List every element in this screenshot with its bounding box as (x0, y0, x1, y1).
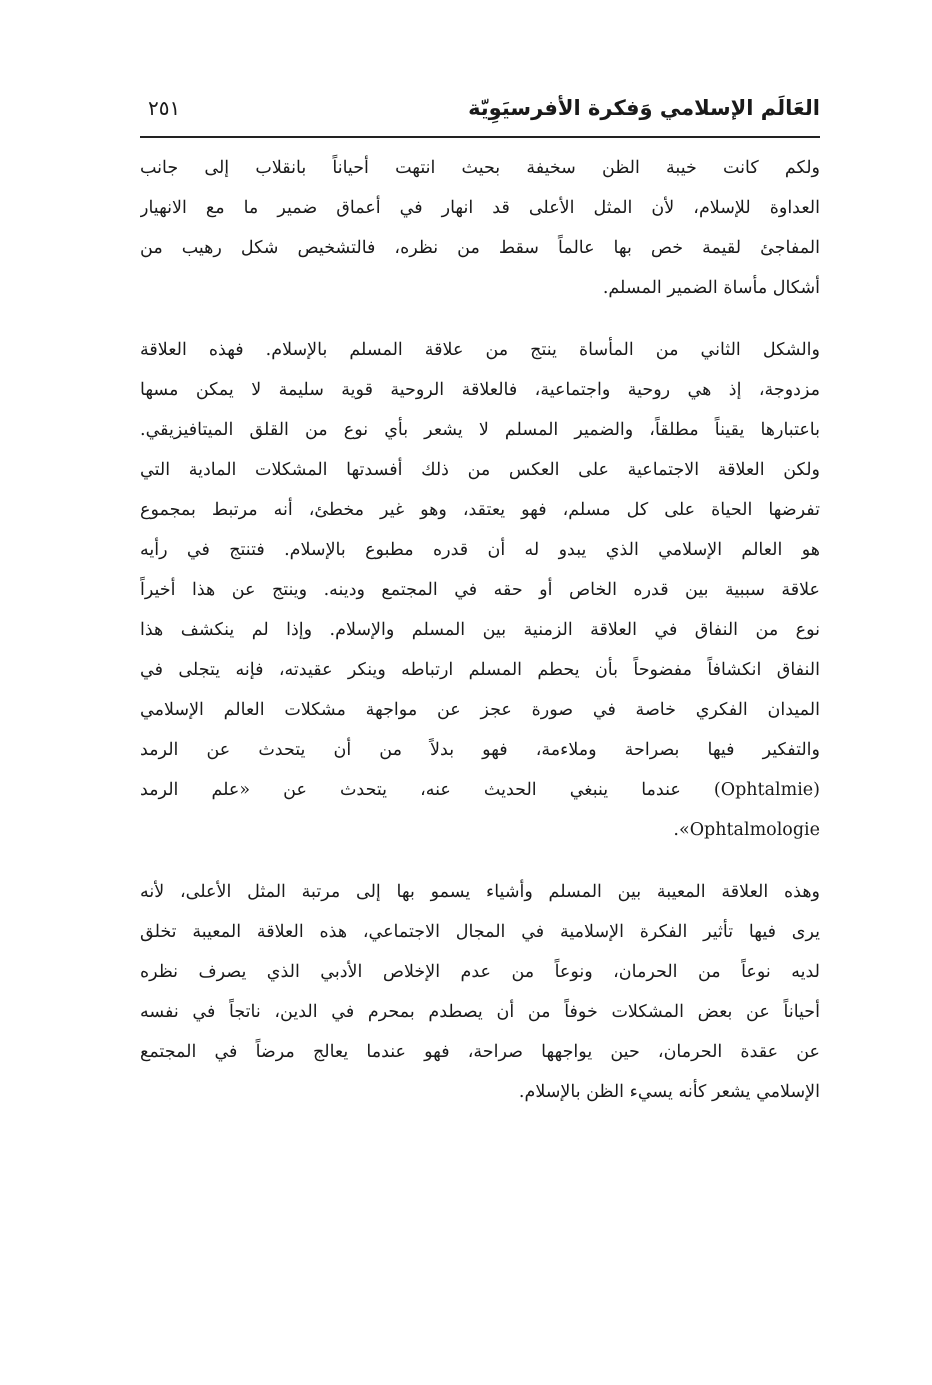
text-line: الميدان الفكري خاصة في صورة عجز عن مواجهة مشكلات العالم الإسلامي (140, 700, 820, 720)
text-line: Ophtalmologie». (673, 820, 820, 840)
text-line: والتفكير فيها بصراحة وملاءمة، فهو بدلاً من أن يتحدث عن الرمد (140, 740, 820, 760)
text-line: باعتبارها يقيناً مطلقاً، والضمير المسلم لا يشعر بأي نوع من القلق الميتافيزيقي. (140, 420, 820, 440)
body-text (140, 148, 820, 1112)
text-line: علاقة سببية بين قدره الخاص أو حقه في المجتمع ودينه. وينتج عن هذا أخيراً (140, 580, 820, 600)
paragraph-spacer (140, 850, 820, 872)
text-line: يرى فيها تأثير الفكرة الإسلامية في المجال الاجتماعي، هذه العلاقة المعيبة تخلق (140, 922, 820, 942)
text-line: والشكل الثاني من المأساة ينتج من علاقة المسلم بالإسلام. فهذه العلاقة (140, 340, 820, 360)
text-line: لديه نوعاً من الحرمان، ونوعاً من عدم الإخلاص الأدبي الذي يصرف نظره (140, 962, 820, 982)
text-line: مزدوجة، إذ هي روحية واجتماعية، فالعلاقة الروحية قوية سليمة لا يمكن مسها (140, 380, 820, 400)
text-line: أشكال مأساة الضمير المسلم. (602, 278, 820, 298)
paragraph-spacer (140, 308, 820, 330)
text-line: تفرضها الحياة على كل مسلم، فهو يعتقد، وهو غير مخطئ، أنه مرتبط بمجموع (140, 500, 820, 520)
running-header (140, 92, 820, 134)
text-line: ولكم كانت خيبة الظن سخيفة بحيث انتهت أحياناً بانقلاب إلى جانب (140, 158, 820, 178)
text-line: ولكن العلاقة الاجتماعية على العكس من ذلك أفسدتها المشكلات المادية التي (140, 460, 820, 480)
text-line: النفاق انكشافاً مفضوحاً بأن يحطم المسلم ارتباطه وينكر عقيدته، فإنه يتجلى في (140, 660, 820, 680)
text-line: أحياناً عن بعض المشكلات خوفاً من أن يصطدم بمحرم في الدين، ناتجاً في نفسه (140, 1002, 820, 1022)
text-line: المفاجئ لقيمة خص بها عالماً سقط من نظره، فالتشخيص شكل رهيب من (140, 238, 820, 258)
paragraph-2 (140, 330, 820, 850)
text-line: الإسلامي يشعر كأنه يسيء الظن بالإسلام. (518, 1082, 820, 1102)
running-title: العَالَم الإسلامي وَفكرة الأفرسيَوِيّة (468, 96, 820, 120)
page-number: ٢٥١ (148, 96, 181, 120)
header-rule (140, 136, 820, 138)
paragraph-1 (140, 148, 820, 308)
text-line: هو العالم الإسلامي الذي يبدو له أن قدره مطبوع بالإسلام. فتنتج في رأيه (140, 540, 820, 560)
text-line: عن عقدة الحرمان، حين يواجهها صراحة، فهو عندما يعالج مرضاً في المجتمع (140, 1042, 820, 1062)
text-line: وهذه العلاقة المعيبة بين المسلم وأشياء يسمو بها إلى مرتبة المثل الأعلى، لأنه (140, 882, 820, 902)
text-line: العداوة للإسلام، لأن المثل الأعلى قد انهار في أعماق ضمير ما مع الانهيار (140, 198, 820, 218)
text-line: نوع من النفاق في العلاقة الزمنية بين المسلم والإسلام. وإذا لم ينكشف هذا (140, 620, 820, 640)
text-line: (Ophtalmie) عندما ينبغي الحديث عنه، يتحدث عن «علم الرمد (140, 780, 820, 800)
paragraph-3 (140, 872, 820, 1112)
